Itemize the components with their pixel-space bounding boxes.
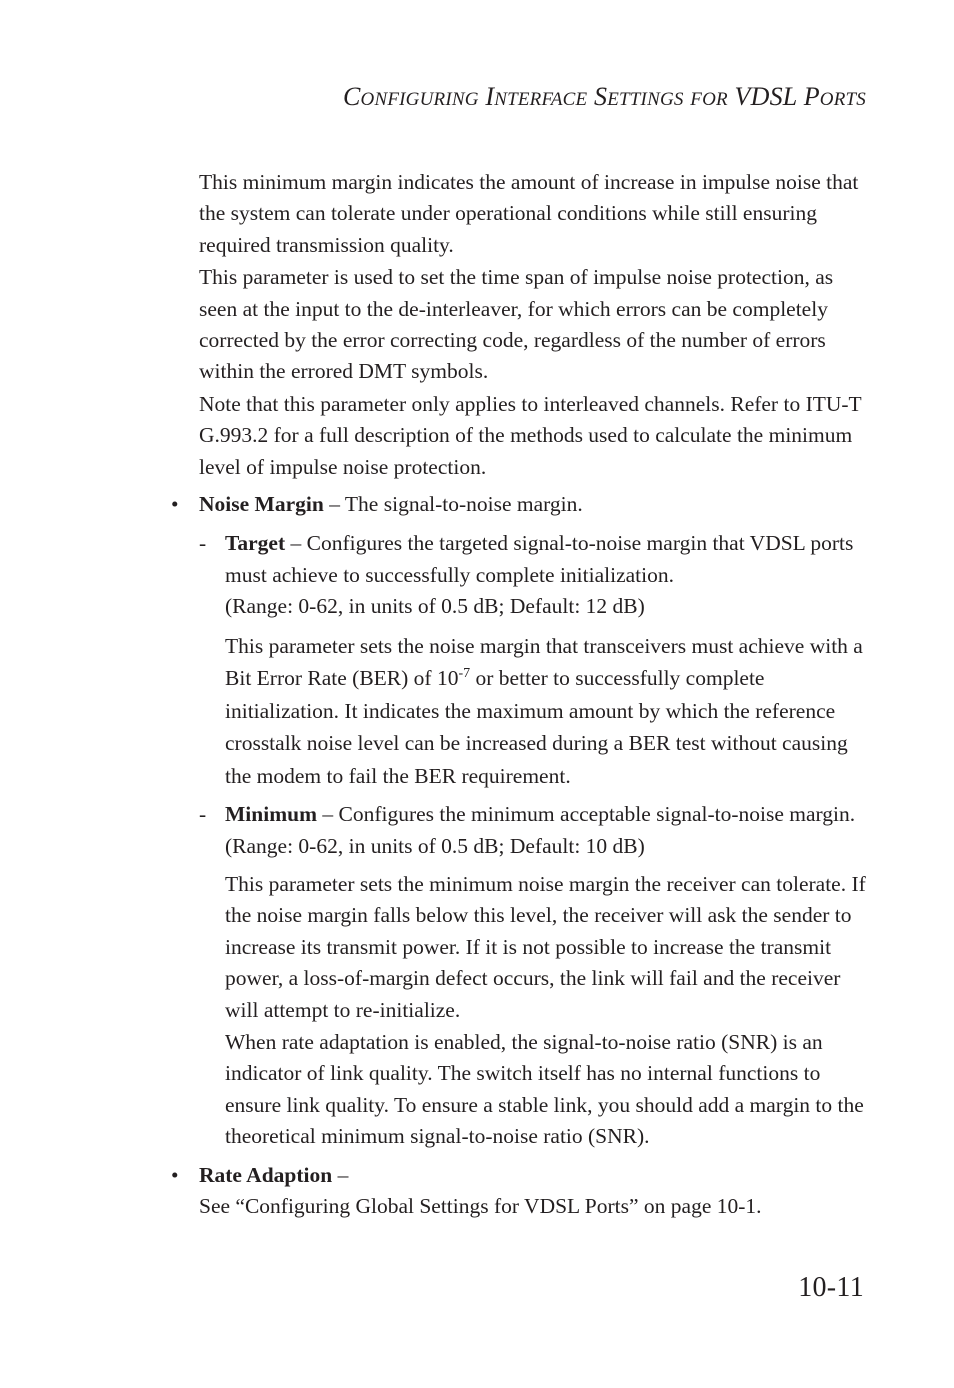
bullet-marker: • [171, 1162, 179, 1187]
paragraph-impulse-margin: This minimum margin indicates the amount of increase in impulse noise that the system can tolerate under operational conditions while still ensuring required transmission quality. [199, 170, 859, 257]
paragraph-interleaved-note: Note that this parameter only applies to interleaved channels. Refer to ITU-T G.993.2 for a full description of the methods used to calculate the minimum level of impulse noise protection. [199, 391, 862, 479]
rate-adaption-term: Rate Adaption [199, 1162, 333, 1187]
header-word-6: PORTS [803, 82, 866, 111]
header-word-5: VDSL [734, 82, 797, 111]
rate-adaption-desc: – [332, 1162, 349, 1187]
paragraph-rate-adaptation-snr: When rate adaptation is enabled, the signal-to-noise ratio (SNR) is an indicator of link quality. The switch itself has no internal functions to ensure link quality. To ensure a stable link, you should add a margin to the theoretical minimum signal-to-noise ratio (SNR). [225, 1030, 864, 1149]
ber-exponent: -7 [458, 666, 471, 682]
minimum-desc: – Configures the minimum acceptable signal-to-noise margin. (Range: 0-62, in units of 0.5 dB; Default: 10 dB) [225, 802, 856, 858]
dash-item-target [0, 528, 954, 622]
bullet-marker: • [171, 492, 179, 517]
dash-item-minimum [0, 799, 954, 862]
noise-margin-term: Noise Margin [199, 492, 324, 517]
header-word-2: INTERFACE [485, 82, 588, 111]
target-term: Target [225, 531, 286, 556]
rate-adaption-text [199, 1160, 874, 1223]
target-range: (Range: 0-62, in units of 0.5 dB; Default: 12 dB) [225, 594, 645, 619]
header-word-4: FOR [690, 89, 728, 110]
running-header [343, 82, 866, 112]
noise-margin-text [199, 489, 874, 520]
page-number: 10-11 [798, 1272, 864, 1303]
bullet-noise-margin [0, 489, 954, 520]
paragraph-target-ber: This parameter sets the noise margin that transceivers must achieve with a Bit Error Rate (BER) of $10^{-7}$ or better to successfully complete initialization. It indicates the maximum amount by which the reference crosstalk noise level can be increased during a BER test without causing the modem to fail the BER requirement. [225, 633, 863, 788]
target-desc: – Configures the targeted signal-to-noise margin that VDSL ports must achieve to successfully complete initialization. [225, 531, 854, 587]
rate-adaption-see-reference: See “Configuring Global Settings for VDSL Ports” on page 10-1. [199, 1194, 762, 1219]
noise-margin-desc: – The signal-to-noise margin. [323, 492, 583, 517]
minimum-text [225, 799, 875, 862]
paragraph-minimum-margin: This parameter sets the minimum noise margin the receiver can tolerate. If the noise margin falls below this level, the receiver will ask the sender to increase its transmit power. If it is not possible to increase the transmit power, a loss-of-margin defect occurs, the link will fail and the receiver will attempt to re-initialize. [225, 872, 866, 1022]
page-content [0, 167, 954, 1222]
bullet-rate-adaption [0, 1160, 954, 1223]
header-word-3: SETTINGS [594, 82, 684, 111]
minimum-term: Minimum [225, 802, 317, 827]
paragraph-impulse-time-span: This parameter is used to set the time span of impulse noise protection, as seen at the input to the de-interleaver, for which errors can be completely corrected by the error correcting code, regardless of the number of errors within the errored DMT symbols. [199, 265, 834, 384]
target-text [225, 528, 875, 622]
dash-marker: - [199, 802, 207, 827]
dash-marker: - [199, 531, 207, 556]
header-word-1: CONFIGURING [343, 82, 479, 111]
